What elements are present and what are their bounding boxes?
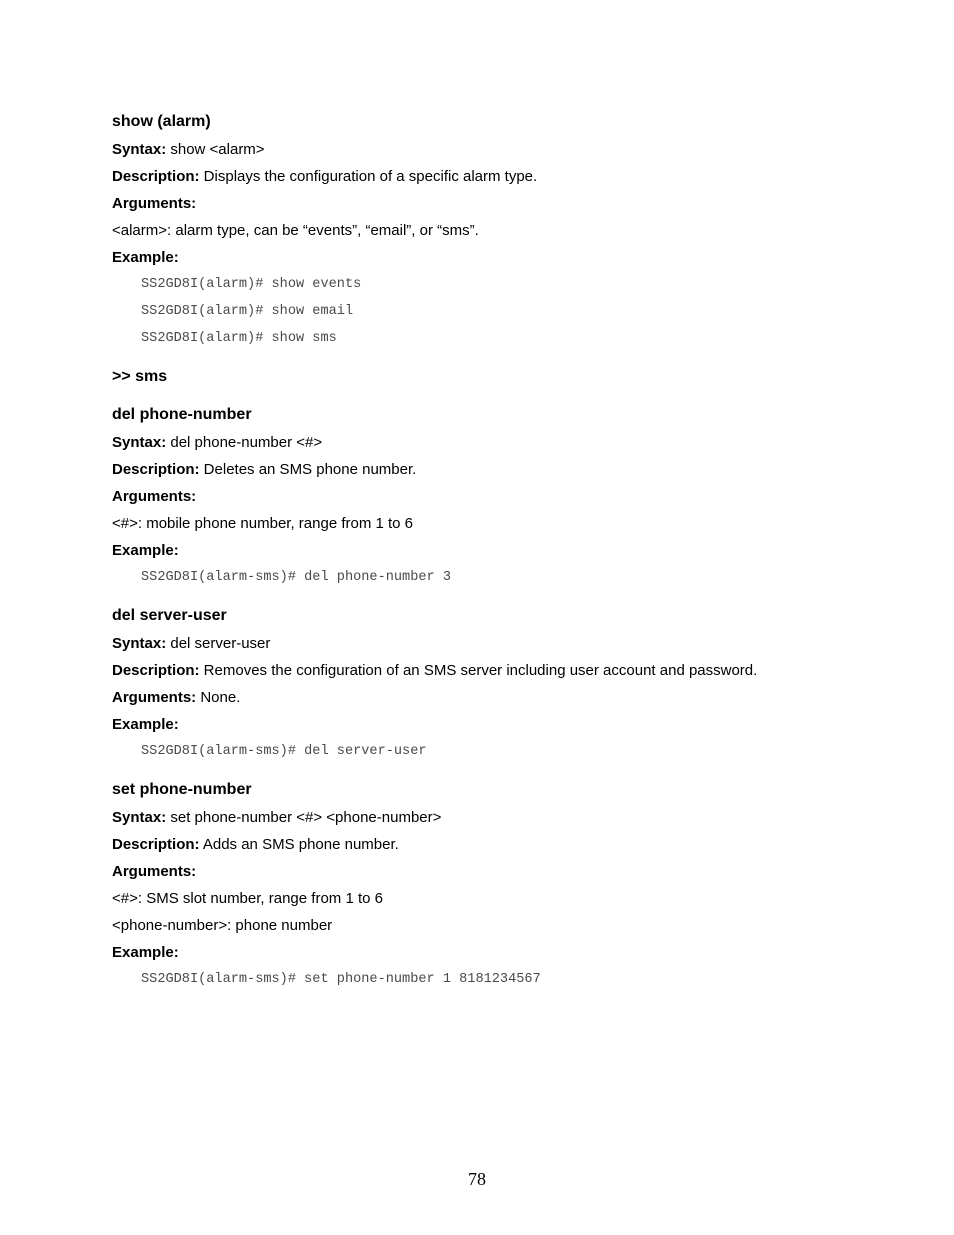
syntax-text: set phone-number <#> <phone-number> xyxy=(166,809,442,826)
syntax-text: del phone-number <#> xyxy=(166,434,323,451)
arguments-line xyxy=(112,689,872,716)
description-line xyxy=(112,662,872,689)
description-label: Description: xyxy=(112,836,200,853)
argument-line: <#>: mobile phone number, range from 1 to 6 xyxy=(112,515,414,532)
description-label: Description: xyxy=(112,461,200,478)
arguments-label: Arguments: xyxy=(112,689,197,706)
code-example: SS2GD8I(alarm)# show events xyxy=(141,277,362,292)
example-label: Example: xyxy=(112,944,179,961)
code-example: SS2GD8I(alarm-sms)# set phone-number 1 8181234567 xyxy=(141,972,541,987)
argument-line: <alarm>: alarm type, can be “events”, “email”, or “sms”. xyxy=(112,222,479,239)
arguments-label: Arguments: xyxy=(112,195,197,212)
syntax-line xyxy=(112,809,872,836)
description-text: Adds an SMS phone number. xyxy=(199,836,399,853)
example-label: Example: xyxy=(112,249,179,266)
description-label: Description: xyxy=(112,662,200,679)
code-example: SS2GD8I(alarm-sms)# del server-user xyxy=(141,744,427,759)
syntax-text: del server-user xyxy=(166,635,271,652)
description-text: Displays the configuration of a specific alarm type. xyxy=(199,168,538,185)
argument-line: <phone-number>: phone number xyxy=(112,917,333,934)
subheading-sms: >> sms xyxy=(112,368,168,385)
section-title-set-phone-number: set phone-number xyxy=(112,781,252,798)
document-body xyxy=(112,113,872,998)
description-line xyxy=(112,836,872,863)
description-line xyxy=(112,168,872,195)
arguments-label: Arguments: xyxy=(112,488,197,505)
syntax-line xyxy=(112,635,872,662)
syntax-label: Syntax: xyxy=(112,141,167,158)
code-example: SS2GD8I(alarm)# show email xyxy=(141,304,354,319)
example-label: Example: xyxy=(112,716,179,733)
section-title-del-server-user: del server-user xyxy=(112,607,227,624)
syntax-label: Syntax: xyxy=(112,809,167,826)
section-title-show-alarm: show (alarm) xyxy=(112,113,211,130)
description-line xyxy=(112,461,872,488)
description-text: Deletes an SMS phone number. xyxy=(199,461,417,478)
arguments-label: Arguments: xyxy=(112,863,197,880)
argument-line: <#>: SMS slot number, range from 1 to 6 xyxy=(112,890,383,907)
arguments-text: None. xyxy=(196,689,241,706)
description-label: Description: xyxy=(112,168,200,185)
code-example: SS2GD8I(alarm-sms)# del phone-number 3 xyxy=(141,570,451,585)
syntax-line xyxy=(112,141,872,168)
syntax-text: show <alarm> xyxy=(166,141,265,158)
syntax-label: Syntax: xyxy=(112,635,167,652)
example-label: Example: xyxy=(112,542,179,559)
syntax-label: Syntax: xyxy=(112,434,167,451)
description-text: Removes the configuration of an SMS server including user account and password. xyxy=(199,662,758,679)
syntax-line xyxy=(112,434,872,461)
section-title-del-phone-number: del phone-number xyxy=(112,406,252,423)
page-number: 78 xyxy=(468,1169,486,1189)
code-example: SS2GD8I(alarm)# show sms xyxy=(141,331,337,346)
